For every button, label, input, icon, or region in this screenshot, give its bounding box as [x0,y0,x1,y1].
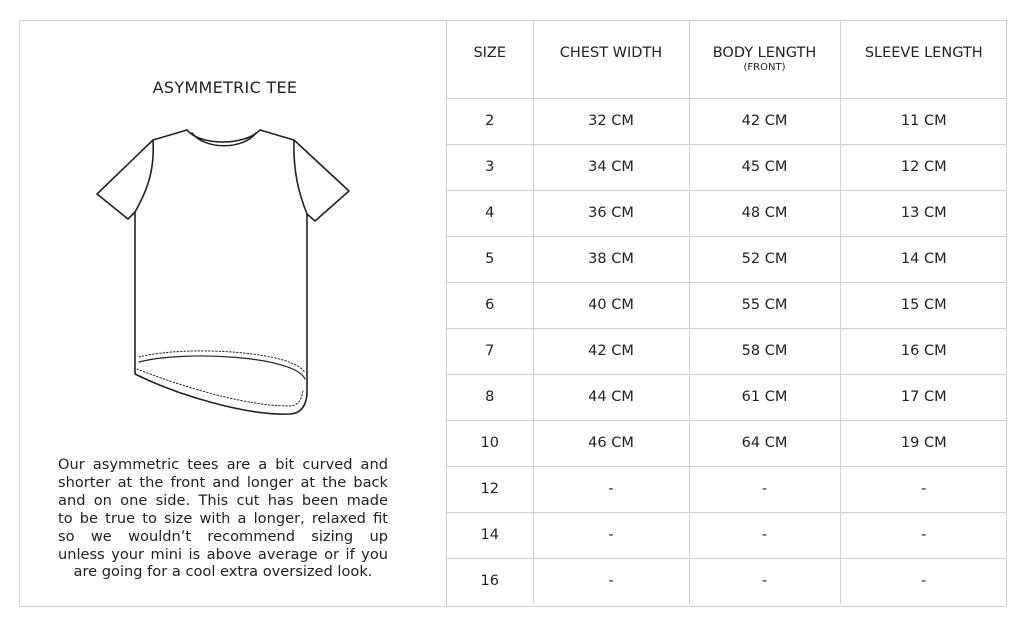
size-cell: 5 [447,236,533,282]
body-length-cell: 61 CM [689,374,840,420]
size-cell: 10 [447,420,533,466]
body-length-cell: 45 CM [689,144,840,190]
sleeve-length-cell: - [840,558,1007,604]
sleeve-length-cell: 12 CM [840,144,1007,190]
table-row [447,420,1007,466]
chest-width-column-header: CHEST WIDTH [533,20,689,98]
table-row [447,236,1007,282]
size-cell: 6 [447,282,533,328]
table-row [447,466,1007,512]
table-row [447,328,1007,374]
body-length-cell: 58 CM [689,328,840,374]
size-cell: 8 [447,374,533,420]
sleeve-length-cell: - [840,512,1007,558]
chest-width-cell: 46 CM [533,420,689,466]
body-length-cell: 64 CM [689,420,840,466]
body-length-sublabel: (FRONT) [743,62,786,73]
table-row [447,190,1007,236]
tshirt-illustration [95,124,357,424]
table-row [447,512,1007,558]
description-line: are going for a cool extra oversized look. [73,563,373,581]
chest-width-cell: 44 CM [533,374,689,420]
description-line: shorter at the front and longer at the back [58,473,388,491]
table-row [447,374,1007,420]
description-line: unless your mini is above average or if you [58,545,388,563]
size-table [447,20,1007,604]
sleeve-length-cell: - [840,466,1007,512]
size-cell: 12 [447,466,533,512]
table-header-row [447,20,1007,98]
product-description [58,456,388,581]
description-line: and on one side. This cut has been made [58,491,388,509]
sleeve-length-cell: 13 CM [840,190,1007,236]
chest-width-cell: 32 CM [533,98,689,144]
sleeve-length-cell: 16 CM [840,328,1007,374]
body-length-cell: 42 CM [689,98,840,144]
sleeve-length-cell: 14 CM [840,236,1007,282]
table-row [447,558,1007,604]
table-row [447,98,1007,144]
chest-width-cell: 40 CM [533,282,689,328]
table-row [447,144,1007,190]
chest-width-cell: - [533,558,689,604]
size-cell: 4 [447,190,533,236]
product-title: ASYMMETRIC TEE [152,78,298,97]
sleeve-length-cell: 15 CM [840,282,1007,328]
table-row [447,282,1007,328]
sleeve-length-cell: 17 CM [840,374,1007,420]
chest-width-cell: - [533,466,689,512]
sleeve-length-cell: 19 CM [840,420,1007,466]
body-length-cell: 48 CM [689,190,840,236]
chest-width-cell: 36 CM [533,190,689,236]
body-length-label: BODY LENGTH [712,45,817,61]
sleeve-length-cell: 11 CM [840,98,1007,144]
size-cell: 7 [447,328,533,374]
size-cell: 2 [447,98,533,144]
sleeve-length-column-header: SLEEVE LENGTH [840,20,1007,98]
chest-width-cell: 38 CM [533,236,689,282]
size-column-header: SIZE [447,20,533,98]
body-length-cell: - [689,466,840,512]
chest-width-cell: 34 CM [533,144,689,190]
size-cell: 16 [447,558,533,604]
description-line: Our asymmetric tees are a bit curved and [58,456,388,473]
body-length-cell: 55 CM [689,282,840,328]
size-cell: 3 [447,144,533,190]
body-length-cell: 52 CM [689,236,840,282]
body-length-cell: - [689,558,840,604]
size-cell: 14 [447,512,533,558]
description-line: to be true to size with a longer, relaxed fit [58,509,388,527]
body-length-column-header [689,20,840,98]
chest-width-cell: 42 CM [533,328,689,374]
description-line: so we wouldn’t recommend sizing up [58,527,388,545]
body-length-cell: - [689,512,840,558]
chest-width-cell: - [533,512,689,558]
